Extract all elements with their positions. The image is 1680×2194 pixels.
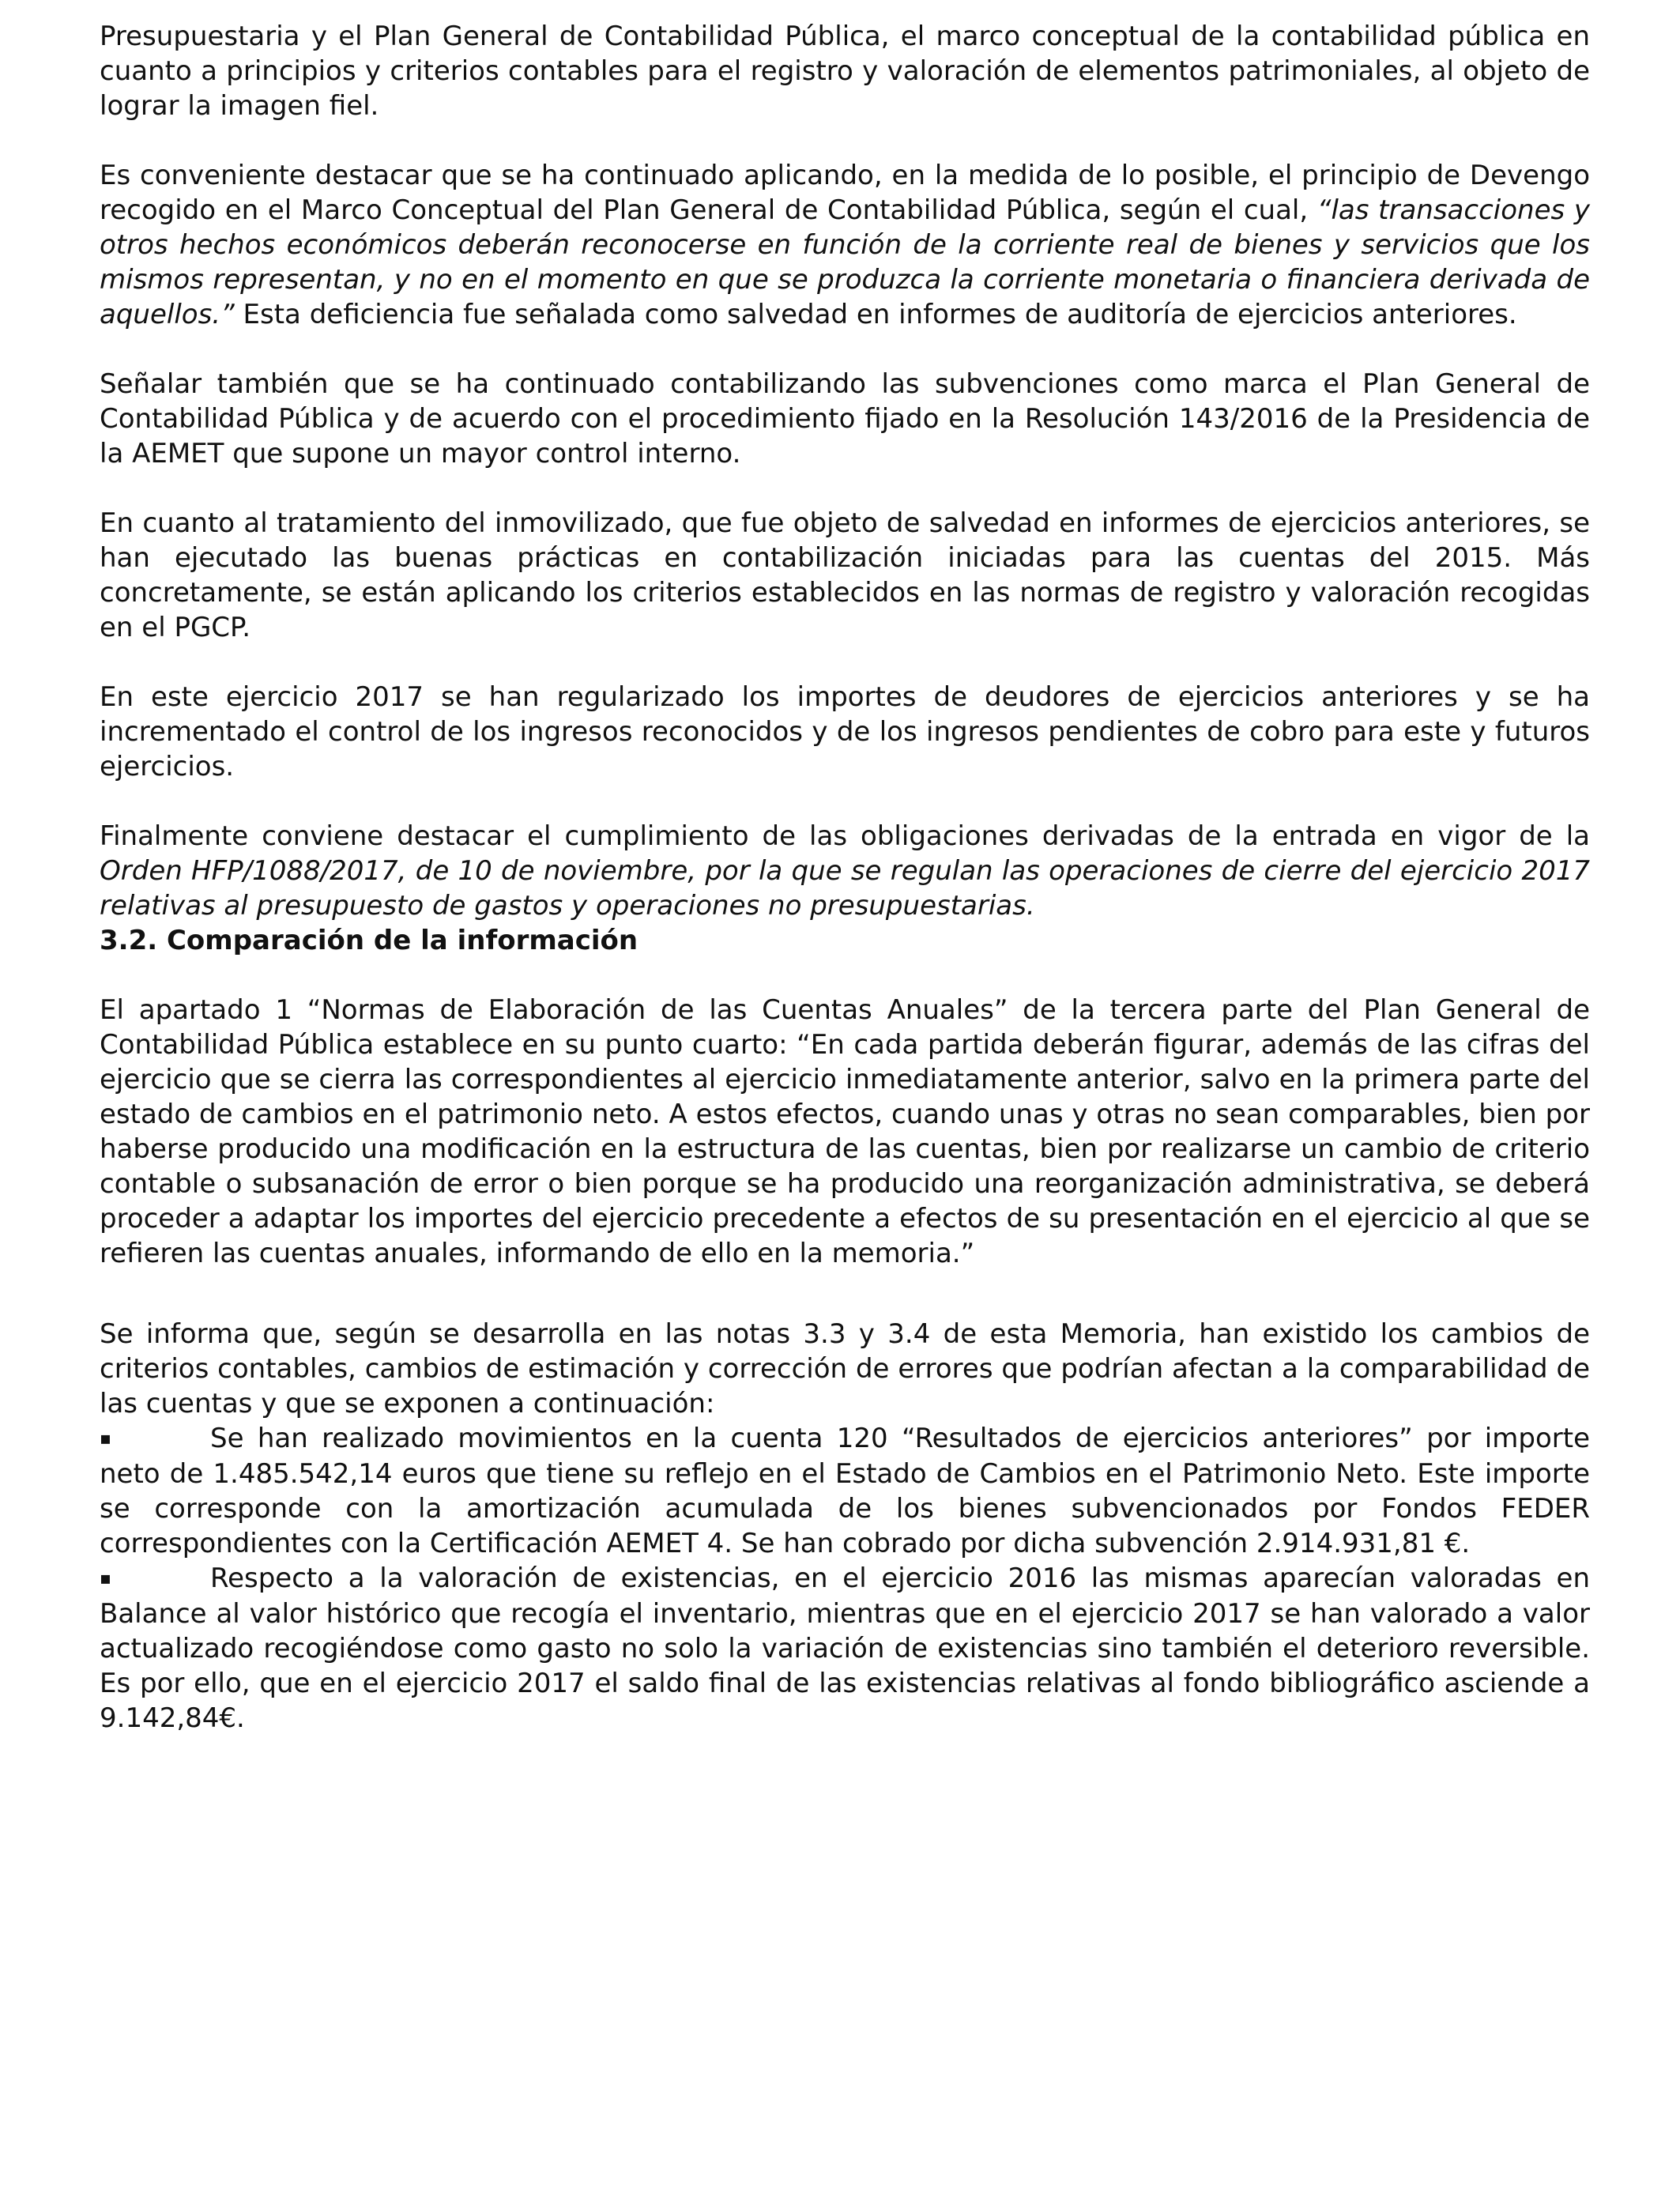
paragraph-principio-devengo xyxy=(100,158,1590,332)
paragraph-text: Se informa que, según se desarrolla en las notas 3.3 y 3.4 de esta Memoria, han existido los cambios de criterios contables, cambios de estimación y corrección de errores que podrían afectan a la comparabilidad de las cuentas y que se exponen a continuación: xyxy=(100,1318,1590,1419)
paragraph-subvenciones xyxy=(100,367,1590,471)
paragraph-text: Señalar también que se ha continuado contabilizando las subvenciones como marca el Plan General de Contabilidad Pública y de acuerdo con el procedimiento fijado en la Resolución 143/2016 de la Presidencia de la AEMET que supone un mayor control interno. xyxy=(100,368,1590,469)
document-page xyxy=(100,19,1590,1736)
paragraph-normas-elaboracion xyxy=(100,993,1590,1271)
paragraph-marco-conceptual xyxy=(100,19,1590,123)
bullet-text: Se han realizado movimientos en la cuenta 120 “Resultados de ejercicios anteriores” por importe neto de 1.485.542,14 euros que tiene su reflejo en el Estado de Cambios en el Patrimonio Neto. Este importe se corresponde con la amortización acumulada de los bienes subvencionados por Fondos FEDER correspondientes con la Certificación AEMET 4. Se han cobrado por dicha subvención 2.914.931,81 €. xyxy=(100,1423,1590,1559)
orden-reference: Orden HFP/1088/2017, de 10 de noviembre, por la que se regulan las operaciones de cierre del ejercicio 2017 relativas al presupuesto de gastos y operaciones no presupuestarias. xyxy=(100,855,1590,922)
paragraph-deudores xyxy=(100,680,1590,784)
paragraph-cambios-criterios xyxy=(100,1317,1590,1421)
bullet-text: Respecto a la valoración de existencias, en el ejercicio 2016 las mismas aparecían valoradas en Balance al valor histórico que recogía el inventario, mientras que en el ejercicio 2017 se han valorado a valor actualizado recogiéndose como gasto no solo la variación de existencias sino también el deterioro reversible. Es por ello, que en el ejercicio 2017 el saldo final de las existencias relativas al fondo bibliográfico asciende a 9.142,84€. xyxy=(100,1563,1590,1734)
paragraph-text: Es conveniente destacar que se ha continuado aplicando, en la medida de lo posible, el principio de Devengo recogido en el Marco Conceptual del Plan General de Contabilidad Pública, según el cual, xyxy=(100,160,1590,226)
paragraph-text: En cuanto al tratamiento del inmovilizado, que fue objeto de salvedad en informes de ejercicios anteriores, se han ejecutado las buenas prácticas en contabilización iniciadas para las cuentas del 2015. Más concretamente, se están aplicando los criterios establecidos en las normas de registro y valoración recogidas en el PGCP. xyxy=(100,507,1590,643)
bullet-square-icon: ▪ xyxy=(100,1569,111,1589)
paragraph-text: En este ejercicio 2017 se han regularizado los importes de deudores de ejercicios anteriores y se ha incrementado el control de los ingresos reconocidos y de los ingresos pendientes de cobro para este y futuros ejercicios. xyxy=(100,681,1590,782)
paragraph-text: Presupuestaria y el Plan General de Contabilidad Pública, el marco conceptual de la contabilidad pública en cuanto a principios y criterios contables para el registro y valoración de elementos patrimoniales, al objeto de lograr la imagen fiel. xyxy=(100,21,1590,122)
paragraph-text: El apartado 1 “Normas de Elaboración de las Cuentas Anuales” de la tercera parte del Plan General de Contabilidad Pública establece en su punto cuarto: “En cada partida deberán figurar, además de las cifras del ejercicio que se cierra las correspondientes al ejercicio inmediatamente anterior, salvo en la primera parte del estado de cambios en el patrimonio neto. A estos efectos, cuando unas y otras no sean comparables, bien por haberse producido una modificación en la estructura de las cuentas, bien por realizarse un cambio de criterio contable o subsanación de error o bien porque se ha producido una reorganización administrativa, se deberá proceder a adaptar los importes del ejercicio precedente a efectos de su presentación en el ejercicio al que se refieren las cuentas anuales, informando de ello en la memoria.” xyxy=(100,994,1590,1269)
devengo-quote: “las transacciones y otros hechos económicos deberán reconocerse en función de la corriente real de bienes y servicios que los mismos representan, y no en el momento en que se produzca la corriente monetaria o financiera derivada de aquellos.” xyxy=(100,194,1590,330)
paragraph-inmovilizado xyxy=(100,506,1590,645)
bullet-item-existencias xyxy=(100,1561,1590,1736)
bullet-square-icon: ▪ xyxy=(100,1429,111,1449)
paragraph-text: Finalmente conviene destacar el cumplimiento de las obligaciones derivadas de la entrada en vigor de la xyxy=(100,820,1590,852)
paragraph-orden-cierre xyxy=(100,819,1590,923)
bullet-item-resultados xyxy=(100,1421,1590,1561)
section-heading: 3.2. Comparación de la información xyxy=(100,925,638,956)
paragraph-text: Esta deficiencia fue señalada como salvedad en informes de auditoría de ejercicios anteriores. xyxy=(234,299,1517,330)
